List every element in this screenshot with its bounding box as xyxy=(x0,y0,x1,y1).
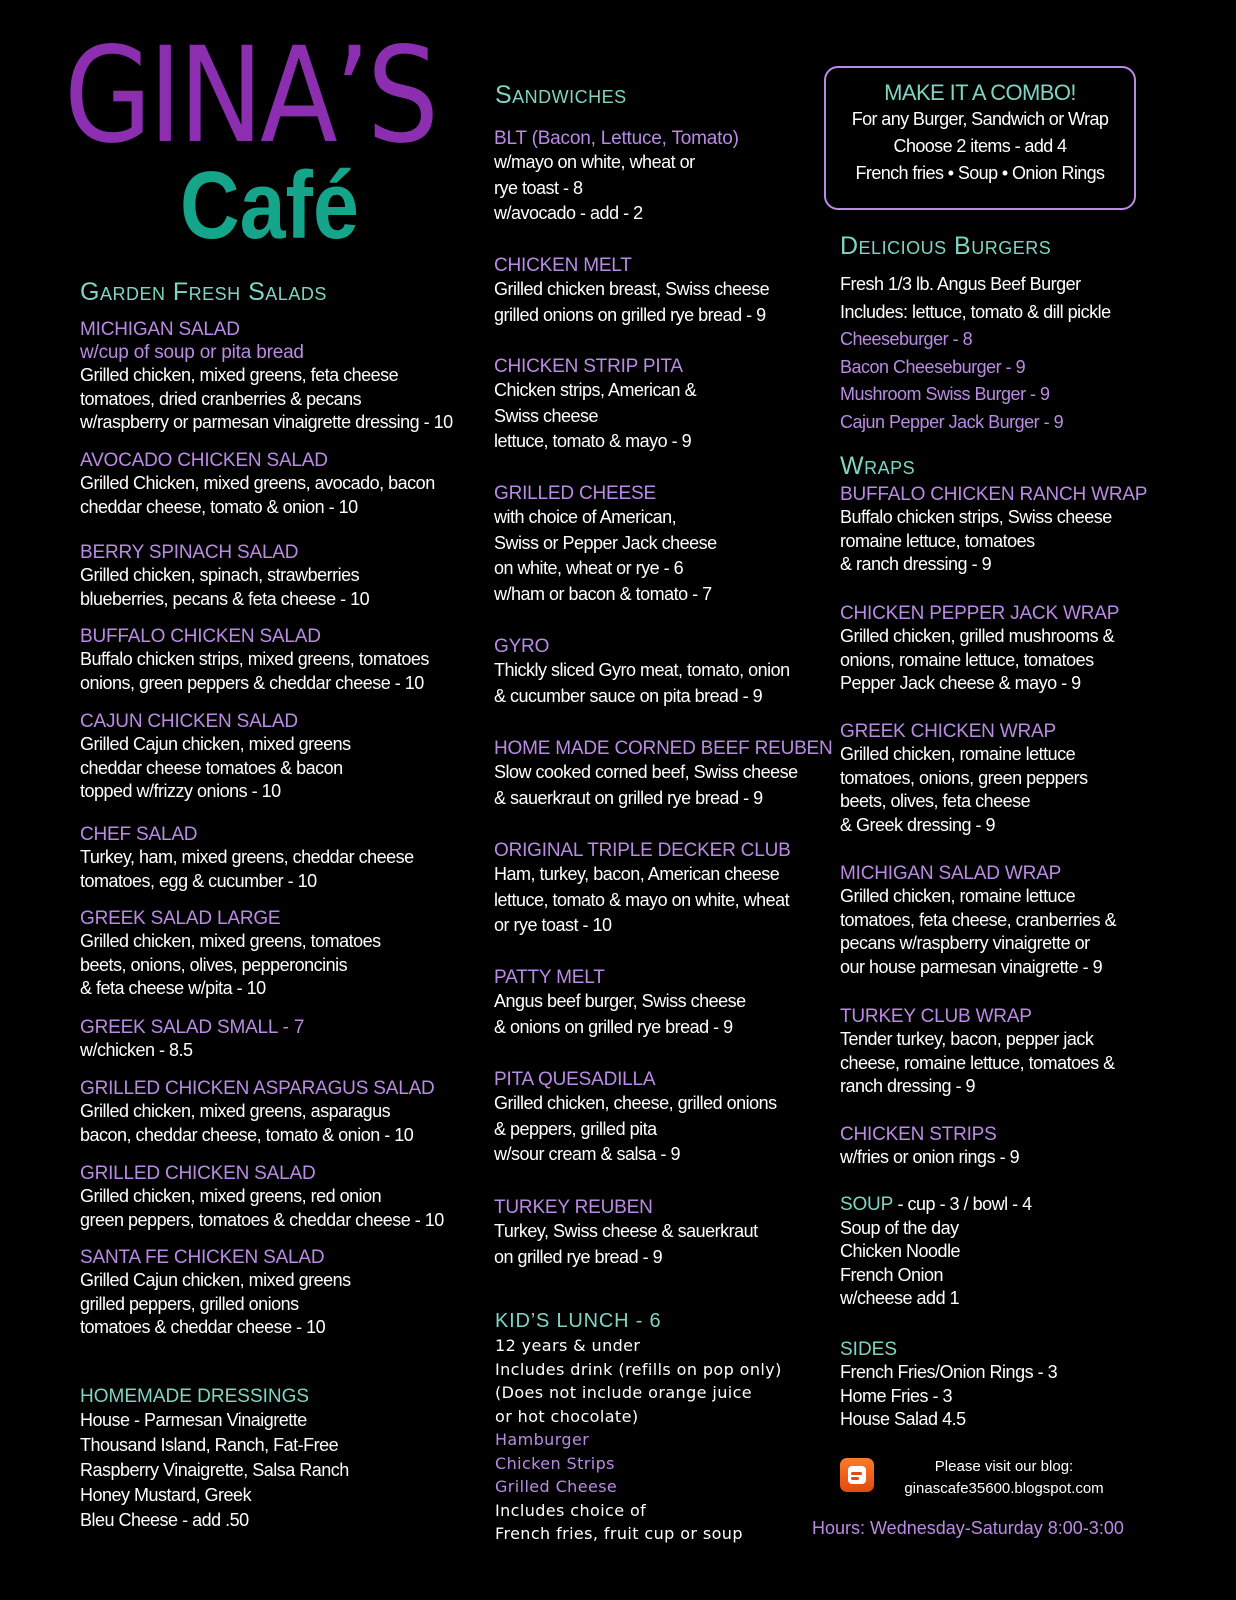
soup-price: - cup - 3 / bowl - 4 xyxy=(893,1194,1032,1214)
item-name: TURKEY CLUB WRAP xyxy=(840,1006,1032,1027)
menu-item xyxy=(494,254,769,328)
kids-lunch-block xyxy=(495,1308,782,1546)
item-name: GRILLED CHEESE xyxy=(494,483,656,504)
item-desc: Grilled chicken, mixed greens, asparagus bacon, cheddar cheese, tomato & onion - 10 xyxy=(80,1101,414,1145)
menu-item xyxy=(494,839,791,939)
item-name: CHICKEN MELT xyxy=(494,255,632,276)
menu-item xyxy=(80,1077,435,1147)
menu-item xyxy=(840,1123,1019,1170)
item-name: AVOCADO CHICKEN SALAD xyxy=(80,450,328,471)
menu-item xyxy=(840,862,1116,979)
item-desc: Grilled Cajun chicken, mixed greens cheddar cheese tomatoes & bacon topped w/frizzy onions - 10 xyxy=(80,734,351,801)
sides-block xyxy=(840,1338,1057,1432)
menu-item xyxy=(494,355,696,455)
menu-item xyxy=(80,1016,304,1063)
burgers-options: Cheeseburger - 8 Bacon Cheeseburger - 9 Mushroom Swiss Burger - 9 Cajun Pepper Jack Burger - 9 xyxy=(840,329,1064,432)
item-desc: Grilled chicken, romaine lettuce tomatoes, feta cheese, cranberries & pecans w/raspberry vinaigrette or our house parmesan vinaigrette - 9 xyxy=(840,886,1117,977)
menu-item xyxy=(840,483,1147,577)
sides-title: SIDES xyxy=(840,1339,898,1360)
kids-lunch-desc: 12 years & under Includes drink (refills on pop only) (Does not include orange juice or hot chocolate) xyxy=(495,1336,782,1426)
menu-item xyxy=(494,482,717,607)
item-name: CHICKEN STRIP PITA xyxy=(494,356,683,377)
menu-item xyxy=(80,710,351,804)
menu-item xyxy=(494,966,746,1040)
burgers-section-title: Delicious Burgers xyxy=(840,232,1052,260)
menu-item xyxy=(840,720,1088,837)
item-name: MICHIGAN SALAD xyxy=(80,319,240,340)
item-desc: Chicken strips, American & Swiss cheese lettuce, tomato & mayo - 9 xyxy=(494,380,697,451)
menu-item xyxy=(494,635,790,709)
item-name: CHICKEN STRIPS xyxy=(840,1124,997,1145)
item-name: CHICKEN PEPPER JACK WRAP xyxy=(840,603,1120,624)
kids-lunch-options: Hamburger Chicken Strips Grilled Cheese xyxy=(495,1430,618,1496)
item-desc: Grilled chicken, mixed greens, red onion green peppers, tomatoes & cheddar cheese - 10 xyxy=(80,1186,444,1230)
blogger-icon xyxy=(840,1458,874,1492)
item-name: HOME MADE CORNED BEEF REUBEN xyxy=(494,738,833,759)
kids-lunch-title: KID’S LUNCH - 6 xyxy=(495,1310,662,1332)
item-desc: Angus beef burger, Swiss cheese & onions on grilled rye bread - 9 xyxy=(494,991,746,1037)
kids-lunch-footer: Includes choice of French fries, fruit cup or soup xyxy=(495,1500,743,1543)
menu-item xyxy=(80,318,453,435)
item-name: GREEK CHICKEN WRAP xyxy=(840,721,1056,742)
item-name: BLT (Bacon, Lettuce, Tomato) xyxy=(494,128,739,149)
combo-line-3: French fries • Soup • Onion Rings xyxy=(855,163,1105,183)
item-desc: Thickly sliced Gyro meat, tomato, onion & cucumber sauce on pita bread - 9 xyxy=(494,660,790,706)
item-name: ORIGINAL TRIPLE DECKER CLUB xyxy=(494,840,791,861)
menu-item xyxy=(80,625,429,695)
item-desc: Grilled chicken, grilled mushrooms & onions, romaine lettuce, tomatoes Pepper Jack cheese & mayo - 9 xyxy=(840,626,1115,693)
item-desc: w/mayo on white, wheat or rye toast - 8 w/avocado - add - 2 xyxy=(494,152,695,223)
menu-item xyxy=(494,737,833,811)
logo-cafe: Café xyxy=(180,152,359,259)
hours: Hours: Wednesday-Saturday 8:00-3:00 xyxy=(812,1518,1124,1538)
wraps-section-title: Wraps xyxy=(840,452,916,480)
item-desc: Buffalo chicken strips, mixed greens, tomatoes onions, green peppers & cheddar cheese - 10 xyxy=(80,649,429,693)
burgers-block xyxy=(840,271,1111,436)
item-desc: Grilled Chicken, mixed greens, avocado, bacon cheddar cheese, tomato & onion - 10 xyxy=(80,473,435,517)
logo-ginas: GINA’S xyxy=(64,19,436,173)
soup-heading xyxy=(840,1193,1032,1217)
item-desc: Buffalo chicken strips, Swiss cheese romaine lettuce, tomatoes & ranch dressing - 9 xyxy=(840,507,1112,574)
sandwiches-section-title: Sandwiches xyxy=(495,81,627,109)
blog-line-1: Please visit our blog: xyxy=(934,1458,1074,1475)
dressings-block xyxy=(80,1385,349,1533)
menu-item xyxy=(80,907,381,1001)
item-name: TURKEY REUBEN xyxy=(494,1197,653,1218)
menu-item xyxy=(80,823,414,893)
item-desc: Turkey, Swiss cheese & sauerkraut on grilled rye bread - 9 xyxy=(494,1221,758,1267)
sides-desc: French Fries/Onion Rings - 3 Home Fries - 3 House Salad 4.5 xyxy=(840,1362,1058,1429)
item-name: BUFFALO CHICKEN RANCH WRAP xyxy=(840,484,1148,505)
item-desc: Grilled chicken, mixed greens, tomatoes beets, onions, olives, pepperoncinis & feta cheese w/pita - 10 xyxy=(80,931,381,998)
item-desc: Grilled chicken, spinach, strawberries blueberries, pecans & feta cheese - 10 xyxy=(80,565,370,609)
item-desc: w/fries or onion rings - 9 xyxy=(840,1147,1020,1167)
item-desc: Grilled chicken breast, Swiss cheese grilled onions on grilled rye bread - 9 xyxy=(494,279,770,325)
item-name: CAJUN CHICKEN SALAD xyxy=(80,711,298,732)
item-name: GRILLED CHICKEN SALAD xyxy=(80,1163,316,1184)
combo-line-2: Choose 2 items - add 4 xyxy=(893,136,1067,156)
blog-url[interactable]: ginascafe35600.blogspot.com xyxy=(904,1480,1104,1497)
soup-block xyxy=(840,1193,1032,1311)
item-name: GREEK SALAD LARGE xyxy=(80,908,281,929)
item-name: BUFFALO CHICKEN SALAD xyxy=(80,626,321,647)
burgers-desc: Fresh 1/3 lb. Angus Beef Burger Includes: lettuce, tomato & dill pickle xyxy=(840,274,1111,322)
item-name: CHEF SALAD xyxy=(80,824,198,845)
item-desc: Grilled chicken, mixed greens, feta cheese tomatoes, dried cranberries & pecans w/raspberry or parmesan vinaigrette dressing - 10 xyxy=(80,365,453,432)
combo-box xyxy=(824,66,1136,210)
dressings-desc: House - Parmesan Vinaigrette Thousand Island, Ranch, Fat-Free Raspberry Vinaigrette, Salsa Ranch Honey Mustard, Greek Bleu Cheese - add .50 xyxy=(80,1410,349,1530)
menu-item xyxy=(840,602,1119,696)
menu-item xyxy=(494,1068,777,1168)
item-sub: w/cup of soup or pita bread xyxy=(80,342,304,363)
item-desc: with choice of American, Swiss or Pepper Jack cheese on white, wheat or rye - 6 w/ham or bacon & tomato - 7 xyxy=(494,507,717,604)
item-desc: Grilled chicken, cheese, grilled onions & peppers, grilled pita w/sour cream & salsa - 9 xyxy=(494,1093,777,1164)
item-desc: Tender turkey, bacon, pepper jack cheese, romaine lettuce, tomatoes & ranch dressing - 9 xyxy=(840,1029,1115,1096)
item-name: GYRO xyxy=(494,636,550,657)
soup-desc: Soup of the day Chicken Noodle French Onion w/cheese add 1 xyxy=(840,1217,961,1308)
item-desc: Grilled chicken, romaine lettuce tomatoes, onions, green peppers beets, olives, feta cheese & Greek dressing - 9 xyxy=(840,744,1088,835)
soup-title: SOUP xyxy=(840,1194,894,1215)
item-desc: Grilled Cajun chicken, mixed greens grilled peppers, grilled onions tomatoes & cheddar cheese - 10 xyxy=(80,1270,351,1337)
menu-item xyxy=(80,1162,444,1232)
item-name: PATTY MELT xyxy=(494,967,605,988)
menu-item xyxy=(80,1246,351,1340)
dressings-title: HOMEMADE DRESSINGS xyxy=(80,1386,310,1407)
item-name: MICHIGAN SALAD WRAP xyxy=(840,863,1062,884)
combo-line-1: For any Burger, Sandwich or Wrap xyxy=(851,109,1109,129)
menu-item xyxy=(494,127,739,227)
blog-text xyxy=(884,1456,1124,1500)
item-desc: Ham, turkey, bacon, American cheese lettuce, tomato & mayo on white, wheat or rye toast - 10 xyxy=(494,864,790,935)
item-name: GREEK SALAD SMALL - 7 xyxy=(80,1017,305,1038)
menu-item xyxy=(840,1005,1115,1099)
salads-section-title: Garden Fresh Salads xyxy=(80,278,327,306)
item-name: BERRY SPINACH SALAD xyxy=(80,542,299,563)
menu-item xyxy=(80,449,435,519)
item-desc: Turkey, ham, mixed greens, cheddar cheese tomatoes, egg & cucumber - 10 xyxy=(80,847,414,891)
menu-item xyxy=(494,1196,758,1270)
item-desc: Slow cooked corned beef, Swiss cheese & sauerkraut on grilled rye bread - 9 xyxy=(494,762,798,808)
item-name: SANTA FE CHICKEN SALAD xyxy=(80,1247,325,1268)
combo-title: MAKE IT A COMBO! xyxy=(884,80,1076,105)
menu-item xyxy=(80,541,369,611)
item-name: PITA QUESADILLA xyxy=(494,1069,656,1090)
item-name: GRILLED CHICKEN ASPARAGUS SALAD xyxy=(80,1078,435,1099)
item-desc: w/chicken - 8.5 xyxy=(80,1040,193,1060)
